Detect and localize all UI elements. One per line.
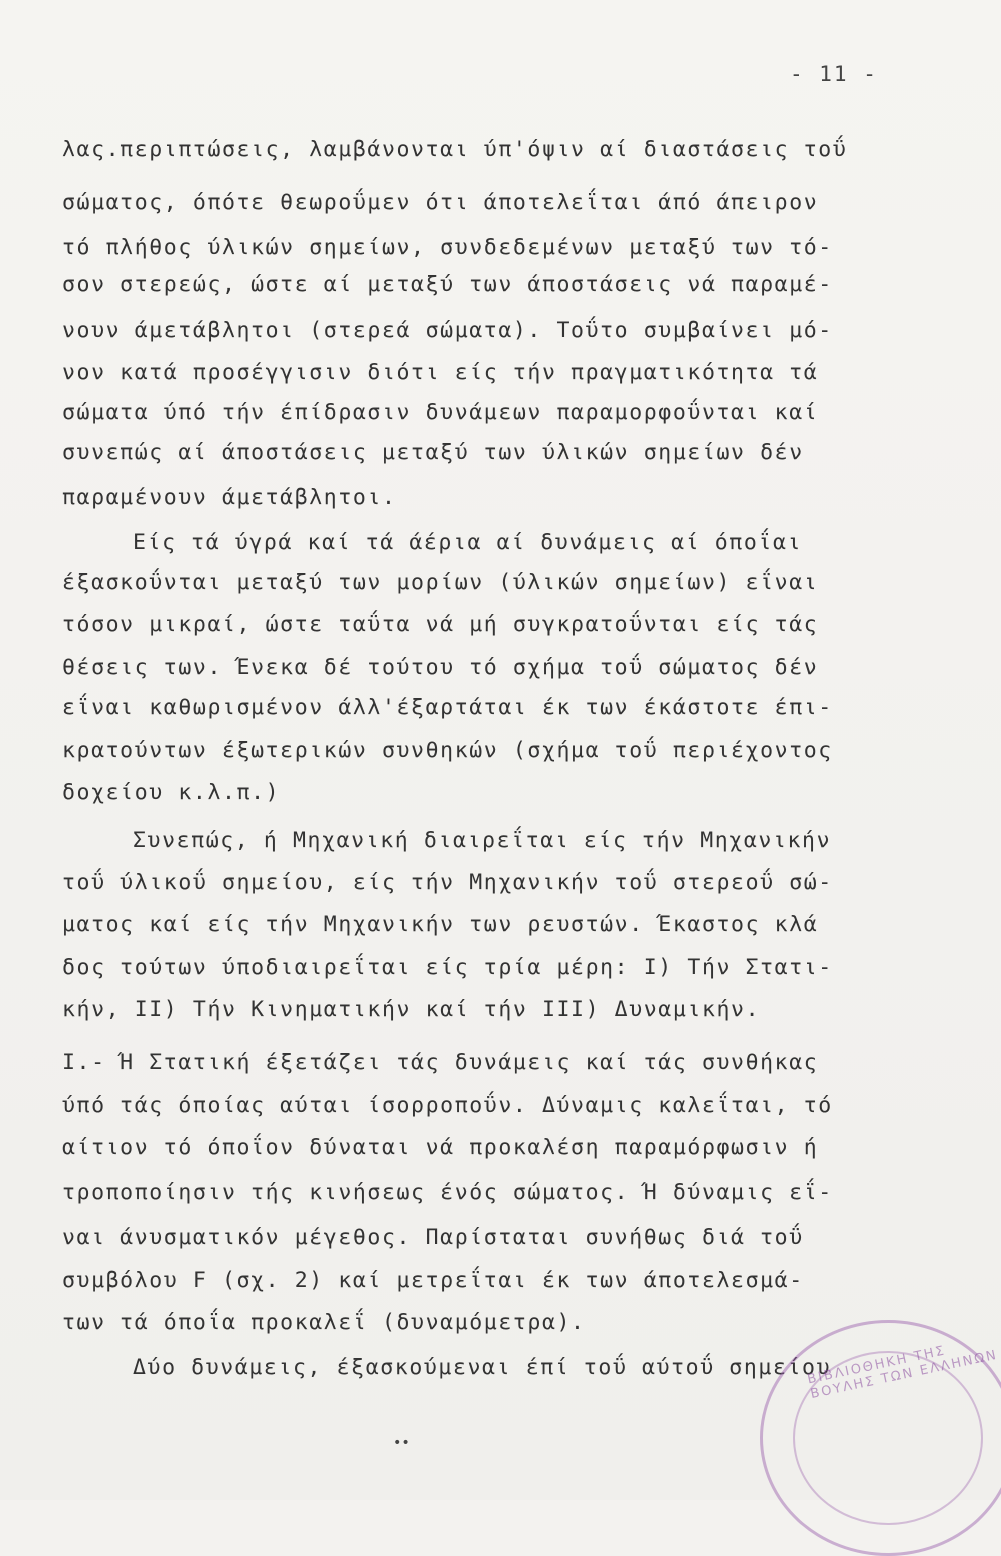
- text-line: συνεπώς αί άποστάσεις μεταξύ των ύλικών σημείων δέν: [62, 440, 804, 465]
- page-number: - 11 -: [790, 62, 878, 86]
- text-line: συμβόλου F (σχ. 2) καί μετρεΐται έκ των άποτελεσμά-: [62, 1268, 804, 1293]
- text-line: δοχείου κ.λ.π.): [62, 780, 281, 805]
- text-line: Ι.- Ή Στατική έξετάζει τάς δυνάμεις καί τάς συνθήκας: [62, 1050, 819, 1075]
- text-line: θέσεις των. Ένεκα δέ τούτου τό σχήμα τοΰ σώματος δέν: [62, 655, 819, 680]
- text-line: σώματα ύπό τήν έπίδρασιν δυνάμεων παραμορφοΰνται καί: [62, 400, 819, 425]
- text-line: αίτιον τό όποΐον δύναται νά προκαλέση παραμόρφωσιν ή: [62, 1135, 819, 1160]
- bottom-mark: ••: [393, 1435, 410, 1451]
- text-line: νον κατά προσέγγισιν διότι είς τήν πραγματικότητα τά: [62, 360, 819, 385]
- text-line: έξασκοΰνται μεταξύ των μορίων (ύλικών σημείων) εΐναι: [62, 570, 819, 595]
- text-line: τό πλήθος ύλικών σημείων, συνδεδεμένων μεταξύ των τό-: [62, 235, 833, 260]
- text-line: κήν, ΙΙ) Τήν Κινηματικήν καί τήν ΙΙΙ) Δυναμικήν.: [62, 997, 761, 1022]
- stamp-text: ΒΙΒΛΙΟΘΗΚΗ ΤΗΣ ΒΟΥΛΗΣ ΤΩΝ ΕΛΛΗΝΩΝ: [806, 1343, 1000, 1403]
- text-line: παραμένουν άμετάβλητοι.: [62, 485, 397, 510]
- text-line: Συνεπώς, ή Μηχανική διαιρεΐται είς τήν Μηχανικήν: [133, 828, 832, 853]
- text-line: Είς τά ύγρά καί τά άέρια αί δυνάμεις αί όποΐαι: [133, 530, 803, 555]
- text-line: Δύο δυνάμεις, έξασκούμεναι έπί τοΰ αύτοΰ σημείου: [133, 1355, 832, 1380]
- text-line: κρατούντων έξωτερικών συνθηκών (σχήμα τοΰ περιέχοντος: [62, 738, 833, 763]
- text-line: σώματος, όπότε θεωροΰμεν ότι άποτελεΐται άπό άπειρον: [62, 190, 819, 215]
- text-line: τόσον μικραί, ώστε ταΰτα νά μή συγκρατοΰνται είς τάς: [62, 612, 819, 637]
- text-line: σον στερεώς, ώστε αί μεταξύ των άποστάσεις νά παραμέ-: [62, 272, 833, 297]
- library-stamp: [760, 1320, 1001, 1556]
- text-line: των τά όποΐα προκαλεΐ (δυναμόμετρα).: [62, 1310, 586, 1335]
- text-line: εΐναι καθωρισμένον άλλ'έξαρτάται έκ των έκάστοτε έπι-: [62, 695, 833, 720]
- text-line: ματος καί είς τήν Μηχανικήν των ρευστών. Έκαστος κλά: [62, 912, 819, 937]
- text-line: τοΰ ύλικοΰ σημείου, είς τήν Μηχανικήν τοΰ στερεοΰ σώ-: [62, 870, 833, 895]
- text-line: ναι άνυσματικόν μέγεθος. Παρίσταται συνήθως διά τοΰ: [62, 1225, 804, 1250]
- text-line: λας.περιπτώσεις, λαμβάνονται ύπ'όψιν αί διαστάσεις τοΰ: [62, 137, 848, 162]
- text-line: νουν άμετάβλητοι (στερεά σώματα). Τοΰτο συμβαίνει μό-: [62, 318, 833, 343]
- text-line: ύπό τάς όποίας αύται ίσορροποΰν. Δύναμις καλεΐται, τό: [62, 1093, 833, 1118]
- text-line: δος τούτων ύποδιαιρεΐται είς τρία μέρη: Ι) Τήν Στατι-: [62, 955, 833, 980]
- text-line: τροποποίησιν τής κινήσεως ένός σώματος. Ή δύναμις εΐ-: [62, 1180, 833, 1205]
